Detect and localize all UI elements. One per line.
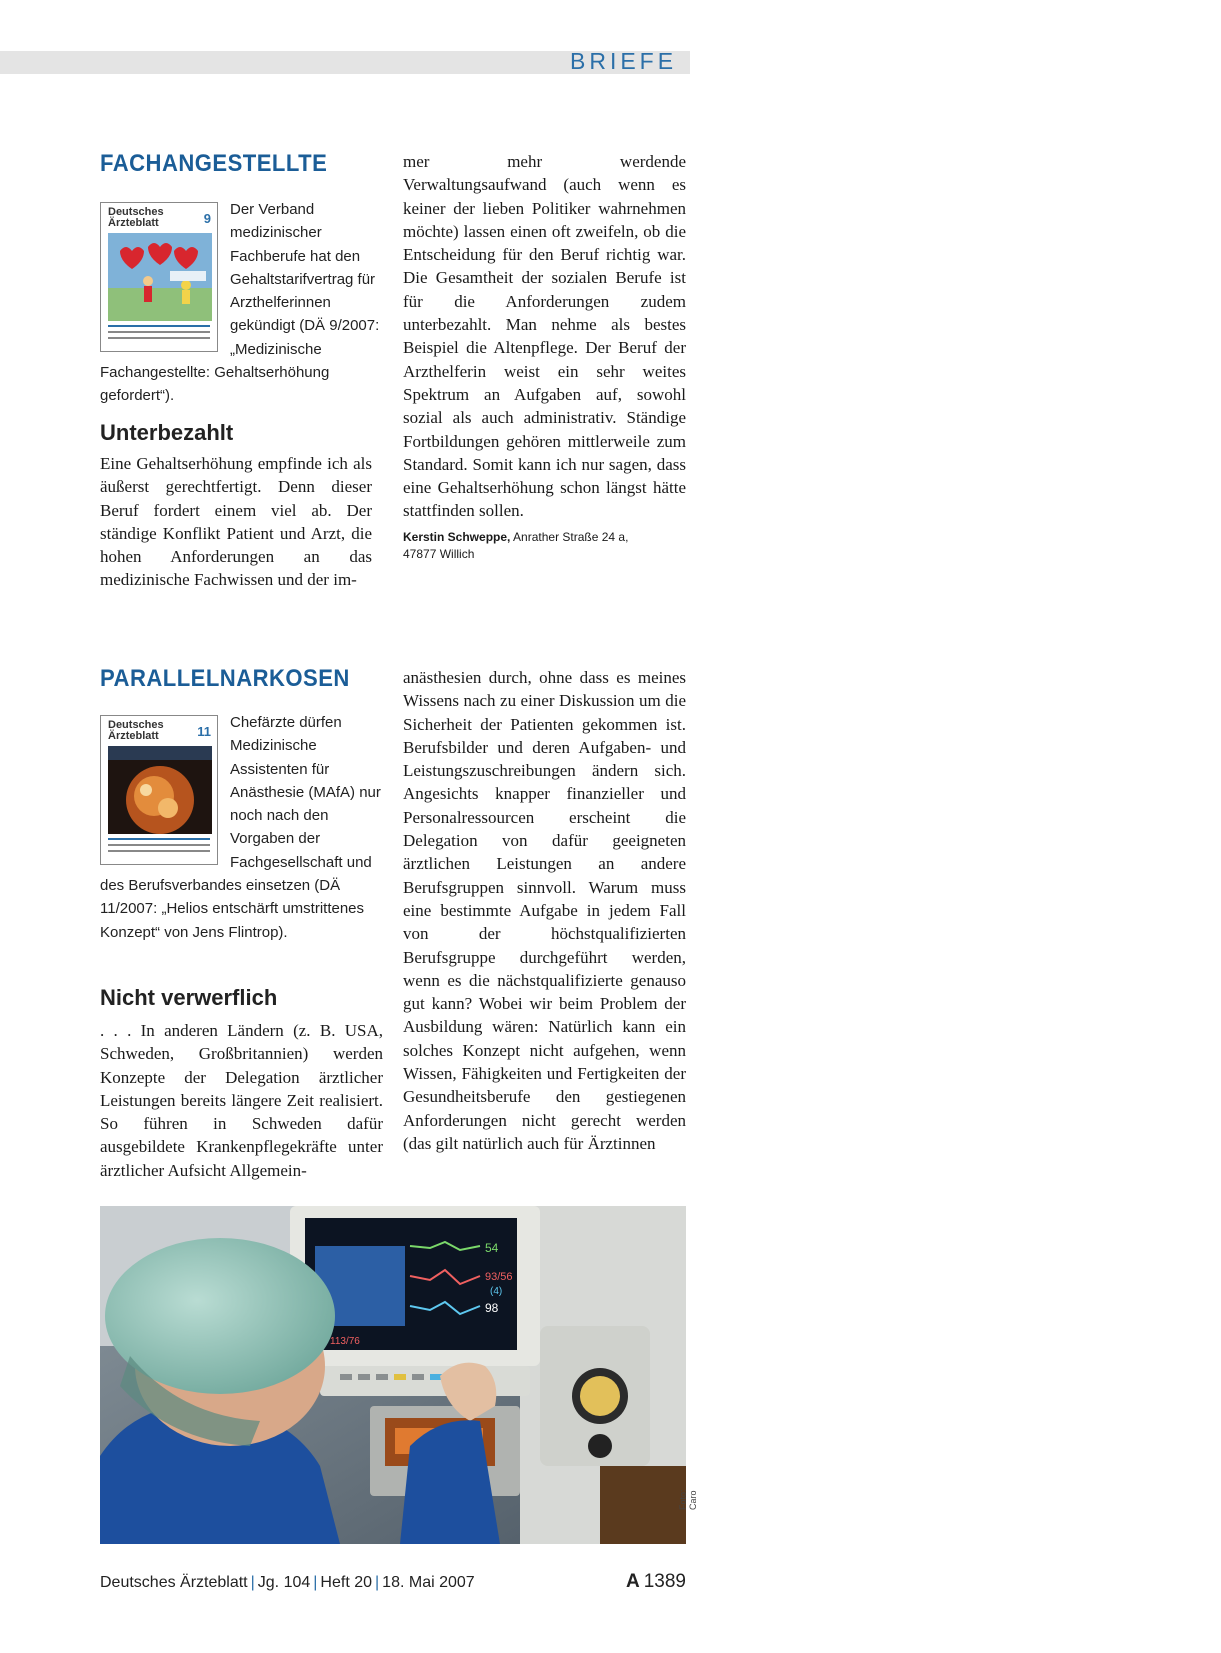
letter1-body-column2: mer mehr werdende Verwaltungsaufwand (auch wenn es keiner der lieben Politiker wahrnehmen möchte) lassen einen oft zweifeln, ob die Entscheidung für den Beruf richtig war. Die Gesamtheit der sozialen Berufe ist für die Anforderungen zudem unterbezahlt. Man nehme als bestes Beispiel die Altenpflege. Der Beruf der Arzthelferin weist ein sehr weites Spektrum an Aufgaben auf, sowohl sozial als auch administrativ. Ständige Fortbildungen gehören mittlerweile zum Standard. Somit kann ich nur sagen, dass eine Gehaltserhöhung schon längst hätte stattfinden sollen. bbox=[403, 152, 686, 521]
monitor-blood-pressure: 93/56 bbox=[485, 1271, 513, 1283]
letter1-body-column2-block bbox=[403, 150, 686, 563]
letter2-body-column2: anästhesien durch, ohne dass es meines Wissens nach zu einer Diskussion um die Sicherheit der Patienten gekommen ist. Berufsbilder und deren Aufgaben- und Leistungszuschreibungen ändern sich. Angesichts knapper finanzieller und Personalressourcen erscheint die Delegation von dafür geeigneten ärztlichen Leistungen an andere Berufsgruppen sinnvoll. Warum muss eine bestimmte Aufgabe in jedem Fall von der höchstqualifizierten Berufsgruppe durchgeführt werden, wenn es die nächstqualifizierte genauso gut kann? Wobei wir beim Problem der Ausbildung wären: Natürlich kann ein solches Konzept nicht aufgehen, wenn Wissen, Fähigkeiten und Fertigkeiten der Gesundheitsberufe den gestiegenen Anforderungen nicht gerecht werden (das gilt natürlich auch für Ärztinnen bbox=[403, 668, 686, 1153]
cover-artwork-image bbox=[108, 233, 212, 321]
monitor-heart-rate: 54 bbox=[485, 1241, 499, 1255]
letter1-heading: FACHANGESTELLTE bbox=[100, 150, 328, 177]
letter2-cover-thumbnail bbox=[100, 715, 218, 865]
monitor-pressure-mean: (4) bbox=[490, 1286, 503, 1297]
letter2-intro-block bbox=[100, 711, 388, 944]
letter1-signature bbox=[403, 529, 686, 563]
cover-brand: Deutsches Ärzteblatt bbox=[108, 206, 164, 229]
photo-illustration bbox=[100, 1206, 686, 1544]
anesthesia-monitor-photo bbox=[100, 1206, 686, 1544]
letter1-body-column1: Eine Gehaltserhöhung empfinde ich als äußerst gerechtfertigt. Denn dieser Beruf fordert einem viel ab. Der ständige Konflikt Patient und Arzt, die hohen Anforderungen an das medizinische Fachwissen und der im- bbox=[100, 454, 372, 590]
footer-separator: | bbox=[250, 1574, 255, 1591]
monitor-spo2: 98 bbox=[485, 1301, 499, 1315]
letter1-intro-block bbox=[100, 198, 382, 408]
cover-artwork-image bbox=[108, 746, 212, 834]
page-number-value: 1389 bbox=[643, 1571, 686, 1592]
letter1-intro-text: Der Verband medizinischer Fachberufe hat den Gehaltstarifvertrag für Arzthelferinnen gekündigt (DÄ 9/2007: „Medizinische Fachangestellte: Gehaltserhöhung gefordert“). bbox=[100, 201, 380, 405]
footer-volume: Jg. 104 bbox=[257, 1574, 311, 1591]
cover-brand: Deutsches Ärzteblatt bbox=[108, 719, 164, 742]
footer-separator: | bbox=[313, 1574, 318, 1591]
footer-issue: Heft 20 bbox=[320, 1574, 373, 1591]
footer-separator: | bbox=[375, 1574, 380, 1591]
author-address-line1: Anrather Straße 24 a, bbox=[513, 529, 629, 544]
letter1-cover-thumbnail bbox=[100, 202, 218, 352]
letter2-heading: PARALLELNARKOSEN bbox=[100, 665, 350, 692]
photo-credit: Foto: Caro bbox=[678, 1489, 698, 1510]
cover-headline-lines bbox=[108, 838, 210, 858]
author-address-line2: 47877 Willich bbox=[403, 546, 475, 561]
monitor-nibp: 113/76 bbox=[330, 1336, 360, 1347]
letter1-subheading: Unterbezahlt bbox=[100, 420, 234, 445]
page-number bbox=[626, 1571, 686, 1593]
cover-headline-lines bbox=[108, 325, 210, 345]
page-prefix: A bbox=[625, 1571, 640, 1592]
letter2-body-column1: . . . In anderen Ländern (z. B. USA, Schweden, Großbritannien) werden Konzepte der Delegation ärztlicher Leistungen bereits längere Zeit realisiert. So führen in Schweden dafür ausgebildete Krankenpflegekräfte unter ärztlicher Aufsicht Allgemein- bbox=[100, 1021, 383, 1180]
section-label: BRIEFE bbox=[570, 48, 678, 74]
footer-journal: Deutsches Ärzteblatt bbox=[100, 1574, 248, 1591]
page-footer bbox=[100, 1571, 686, 1598]
letter2-intro-text: Chefärzte dürfen Medizinische Assistenten für Anästhesie (MAfA) nur noch nach den Vorgaben der Fachgesellschaft und des Berufsverbandes einsetzen (DÄ 11/2007: „Helios entschärft umstrittenes Konzept“ von Jens Flintrop). bbox=[100, 714, 381, 941]
letter2-subheading: Nicht verwerflich bbox=[100, 985, 278, 1010]
footer-date: 18. Mai 2007 bbox=[382, 1574, 475, 1591]
cover-issue-number: 9 bbox=[203, 211, 211, 226]
author-name: Kerstin Schweppe, bbox=[403, 529, 511, 544]
cover-issue-number: 11 bbox=[197, 724, 211, 739]
